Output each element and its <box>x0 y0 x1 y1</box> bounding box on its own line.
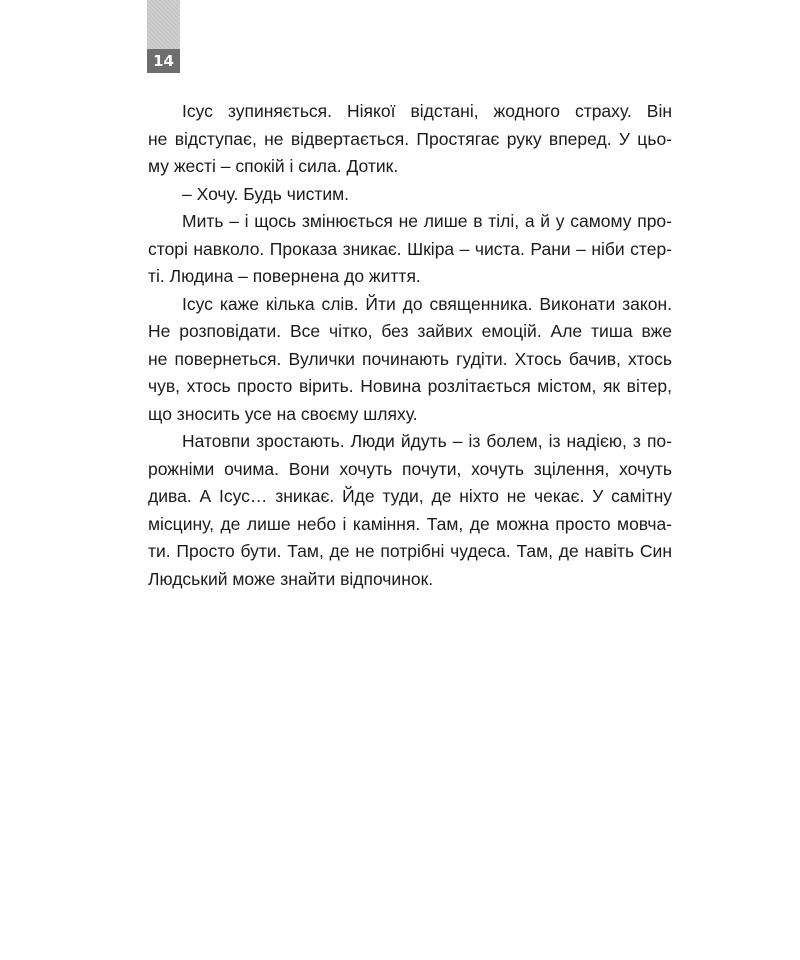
text-line: сторі навколо. Проказа зникає. Шкіра – чиста. Рани – ніби стер- <box>148 238 672 259</box>
text-line: не відступає, не відвертається. Простягає руку вперед. У цьо- <box>148 128 672 149</box>
text-line: рожніми очима. Вони хочуть почути, хочуть зцілення, хочуть <box>148 458 672 479</box>
text-line: Ісус каже кілька слів. Йти до священника. Виконати закон. <box>182 293 672 314</box>
body-text <box>148 98 672 593</box>
paragraph <box>148 428 672 593</box>
text-line: – Хочу. Будь чистим. <box>182 183 350 204</box>
text-line: Не розповідати. Все чітко, без зайвих емоцій. Але тиша вже <box>148 321 672 341</box>
text-line: дива. А Ісус… зникає. Йде туди, де ніхто не чекає. У самітну <box>148 486 672 506</box>
text-line: що зносить усе на своєму шляху. <box>148 403 418 424</box>
text-line: Ісус зупиняється. Ніякої відстані, жодного страху. Він <box>182 101 672 121</box>
page-number: 14 <box>153 52 174 70</box>
paragraph <box>148 291 672 429</box>
text-line: місцину, де лише небо і каміння. Там, де можна просто мовча- <box>148 513 672 534</box>
text-line: му жесті – спокій і сила. Дотик. <box>148 156 399 176</box>
text-line: ті. Людина – повернена до життя. <box>148 266 421 286</box>
page-number-tab <box>147 0 180 73</box>
paragraph <box>148 181 672 209</box>
text-line: не повернеться. Вулички починають гудіти. Хтось бачив, хтось <box>148 348 672 369</box>
text-line: чув, хтось просто вірить. Новина розлітається містом, як вітер, <box>148 376 672 396</box>
text-line: Мить – і щось змінюється не лише в тілі, а й у самому про- <box>182 211 672 231</box>
paragraph <box>148 98 672 181</box>
paragraph <box>148 208 672 291</box>
text-line: ти. Просто бути. Там, де не потрібні чудеса. Там, де навіть Син <box>148 541 672 561</box>
text-line: Натовпи зростають. Люди йдуть – із болем, із надією, з по- <box>182 431 672 451</box>
text-line: Людський може знайти відпочинок. <box>148 568 434 589</box>
